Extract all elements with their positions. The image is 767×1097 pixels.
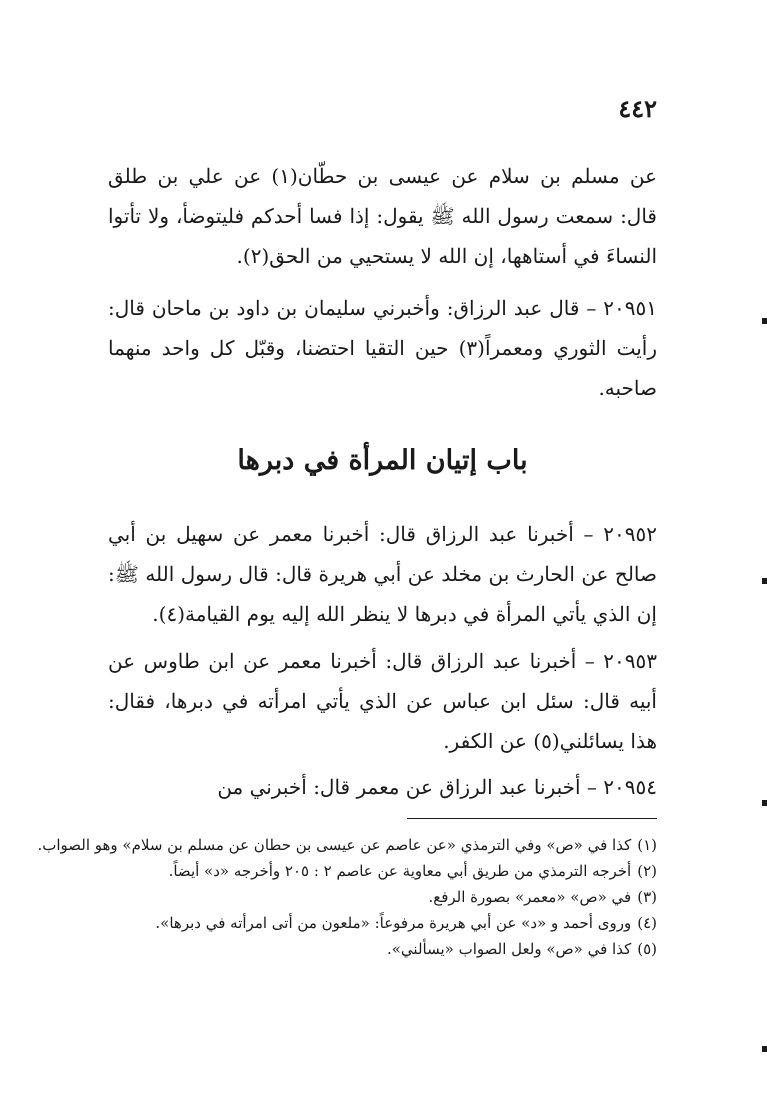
- paragraph-hadith-20952: ٢٠٩٥٢ – أخبرنا عبد الرزاق قال: أخبرنا معمر عن سهيل بن أبي صالح عن الحارث بن مخلد عن أبي هريرة قال: قال رسول الله ﷺ: إن الذي يأتي المرأة في دبرها لا ينظر الله إليه يوم القيامة(٤).: [108, 522, 657, 626]
- page-number: ٤٤٢: [618, 94, 657, 123]
- scan-edge-mark: [762, 1046, 767, 1052]
- paragraph-hadith-20954: ٢٠٩٥٤ – أخبرنا عبد الرزاق عن معمر قال: أخبرني من: [217, 775, 657, 799]
- footnote-text: كذا في «ص» وفي الترمذي «عن عاصم عن عيسى بن حطان عن مسلم بن سلام» وهو الصواب.: [37, 836, 632, 854]
- footnote-3: [108, 884, 657, 910]
- scan-edge-mark: [762, 318, 767, 324]
- footnote-marker: (٢): [637, 862, 657, 880]
- footnote-5: [108, 936, 657, 962]
- chapter-heading: باب إتيان المرأة في دبرها: [237, 445, 528, 476]
- footnote-text: وروى أحمد و «د» عن أبي هريرة مرفوعاً: «ملعون من أتى امرأته في دبرها».: [155, 914, 632, 932]
- footnote-text: كذا في «ص» ولعل الصواب «يسألني».: [386, 940, 632, 958]
- paragraph-1: عن مسلم بن سلام عن عيسى بن حطّان(١) عن علي بن طلق قال: سمعت رسول الله ﷺ يقول: إذا فسا أحدكم فليتوضأ، ولا تأتوا النساءَ في أستاهها، إن الله لا يستحيي من الحق(٢).: [108, 164, 658, 268]
- footnote-divider: [407, 818, 657, 819]
- footnote-marker: (٣): [637, 888, 657, 906]
- scan-edge-mark: [762, 578, 767, 584]
- paragraph-hadith-20953: ٢٠٩٥٣ – أخبرنا عبد الرزاق قال: أخبرنا معمر عن ابن طاوس عن أبيه قال: سئل ابن عباس عن الذي يأتي امرأته في دبرها، فقال: هذا يسائلني(٥) عن الكفر.: [108, 649, 657, 753]
- footnote-text: أخرجه الترمذي من طريق أبي معاوية عن عاصم ٢ : ٢٠٥ وأخرجه «د» أيضاً.: [168, 862, 632, 880]
- footnote-2: [108, 858, 657, 884]
- footnote-text: في «ص» «معمر» بصورة الرفع.: [428, 888, 632, 906]
- footnote-marker: (٤): [637, 914, 657, 932]
- footnote-1: [37, 832, 657, 858]
- scan-edge-mark: [762, 800, 767, 806]
- footnote-4: [108, 910, 657, 936]
- paragraph-hadith-20951: ٢٠٩٥١ – قال عبد الرزاق: وأخبرني سليمان بن داود بن ماحان قال: رأيت الثوري ومعمراً(٣) حين التقيا احتضنا، وقبّل كل واحد منهما صاحبه.: [108, 296, 657, 400]
- footnote-marker: (١): [637, 836, 657, 854]
- footnote-marker: (٥): [637, 940, 657, 958]
- footnotes: [37, 832, 657, 962]
